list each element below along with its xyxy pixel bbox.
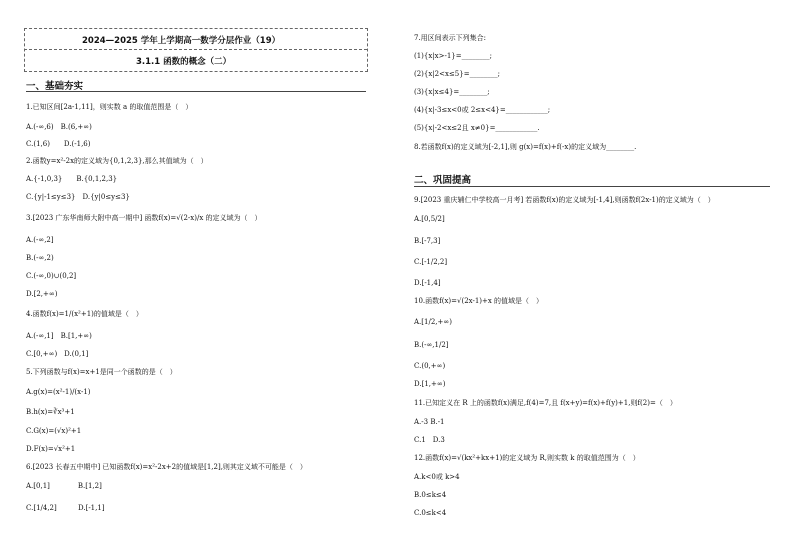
question-6: 6.[2023 长春五中期中] 已知函数f(x)=x²-2x+2的值域是[1,2],则其定义域不可能是（ ）	[26, 463, 307, 471]
question-10-option-d: D.[1,+∞)	[414, 380, 446, 388]
question-9-option-a: A.[0,5/2]	[414, 215, 445, 223]
section-basic-heading: 一、基础夯实	[26, 81, 84, 92]
question-11-options-ab: A.-3 B.-1	[414, 418, 445, 426]
question-4-options-ab: A.(-∞,1] B.[1,+∞)	[26, 332, 92, 340]
lesson-title: 3.1.1 函数的概念（二）	[136, 57, 232, 67]
question-3-option-b: B.(-∞,2)	[26, 254, 54, 262]
question-6-options-ab: A.[0,1] B.[1,2]	[26, 482, 102, 490]
question-4-options-cd: C.[0,+∞) D.(0,1]	[26, 350, 89, 358]
question-3-option-d: D.[2,+∞)	[26, 290, 58, 298]
question-11: 11.已知定义在 R 上的函数f(x)满足,f(4)=7,且 f(x+y)=f(x)+f(y)+1,则f(2)=（ ）	[414, 399, 677, 407]
question-9-option-c: C.[-1/2,2]	[414, 258, 448, 266]
question-10-option-a: A.[1/2,+∞)	[414, 318, 452, 326]
question-6-option-c: C.[1/4,2]	[26, 504, 57, 512]
question-2-options-ab: A.{-1,0,3} B.{0,1,2,3}	[26, 175, 118, 183]
question-9: 9.[2023 重庆辅仁中学校高一月考] 若函数f(x)的定义域为[-1,4],则函数f(2x-1)的定义域为（ ）	[414, 196, 715, 204]
question-5: 5.下列函数与f(x)=x+1是同一个函数的是（ ）	[26, 368, 177, 376]
question-3-option-c: C.(-∞,0)∪(0,2]	[26, 272, 77, 280]
question-5-option-d: D.F(x)=√x²+1	[26, 445, 76, 453]
question-12: 12.函数f(x)=√(kx²+kx+1)的定义域为 R,则实数 k 的取值范围为（ ）	[414, 454, 640, 462]
question-10-option-b: B.(-∞,1/2]	[414, 341, 449, 349]
question-11-options-cd: C.1 D.3	[414, 436, 445, 444]
question-8: 8.若函数f(x)的定义域为[-2,1],则 g(x)=f(x)+f(-x)的定义域为________.	[414, 143, 637, 151]
question-1-options-ab: A.(-∞,6) B.(6,+∞)	[26, 123, 92, 131]
question-7: 7.用区间表示下列集合:	[414, 34, 487, 42]
question-7-part-1: (1){x|x>-1}=________;	[414, 52, 492, 60]
question-1: 1.已知区间[2a-1,11]，则实数 a 的取值范围是（ ）	[26, 103, 193, 111]
question-5-option-a: A.g(x)=(x²-1)/(x-1)	[26, 388, 91, 396]
section-advanced-heading: 二、巩固提高	[414, 175, 472, 186]
question-12-option-a: A.k<0或 k>4	[414, 473, 460, 481]
section-divider	[26, 91, 366, 92]
question-6-option-d: D.[-1,1]	[78, 504, 105, 512]
question-7-part-5: (5){x|-2<x≤2且 x≠0}=____________.	[414, 124, 540, 132]
question-7-part-2: (2){x|2<x≤5}=________;	[414, 70, 500, 78]
question-9-option-d: D.[-1,4]	[414, 279, 441, 287]
question-5-option-c: C.G(x)=(√x)²+1	[26, 427, 82, 435]
question-1-options-cd: C.(1,6) D.(-1,6)	[26, 140, 91, 148]
question-7-part-4: (4){x|-3≤x<0或 2≤x<4}=____________;	[414, 106, 551, 114]
question-5-option-b: B.h(x)=∛x³+1	[26, 408, 75, 416]
question-10-option-c: C.(0,+∞)	[414, 362, 446, 370]
question-12-option-b: B.0≤k≤4	[414, 491, 447, 499]
question-9-option-b: B.[-7,3]	[414, 237, 441, 245]
section-divider-2	[414, 186, 770, 187]
question-10: 10.函数f(x)=√(2x-1)+x 的值域是（ ）	[414, 297, 544, 305]
question-12-option-c: C.0≤k<4	[414, 509, 447, 517]
worksheet-title: 2024—2025 学年上学期高一数学分层作业（19）	[82, 36, 281, 46]
header-divider	[24, 49, 367, 50]
question-3: 3.[2023 广东华南师大附中高一期中] 函数f(x)=√(2-x)/x 的定义域为（ ）	[26, 214, 262, 222]
question-2: 2.函数y=x²-2x的定义域为{0,1,2,3},那么其值域为（ ）	[26, 157, 208, 165]
question-2-options-cd: C.{y|-1≤y≤3} D.{y|0≤y≤3}	[26, 193, 130, 201]
question-7-part-3: (3){x|x≤4}=________;	[414, 88, 490, 96]
question-3-option-a: A.(-∞,2]	[26, 236, 54, 244]
question-4: 4.函数f(x)=1/(x²+1)的值域是（ ）	[26, 310, 143, 318]
